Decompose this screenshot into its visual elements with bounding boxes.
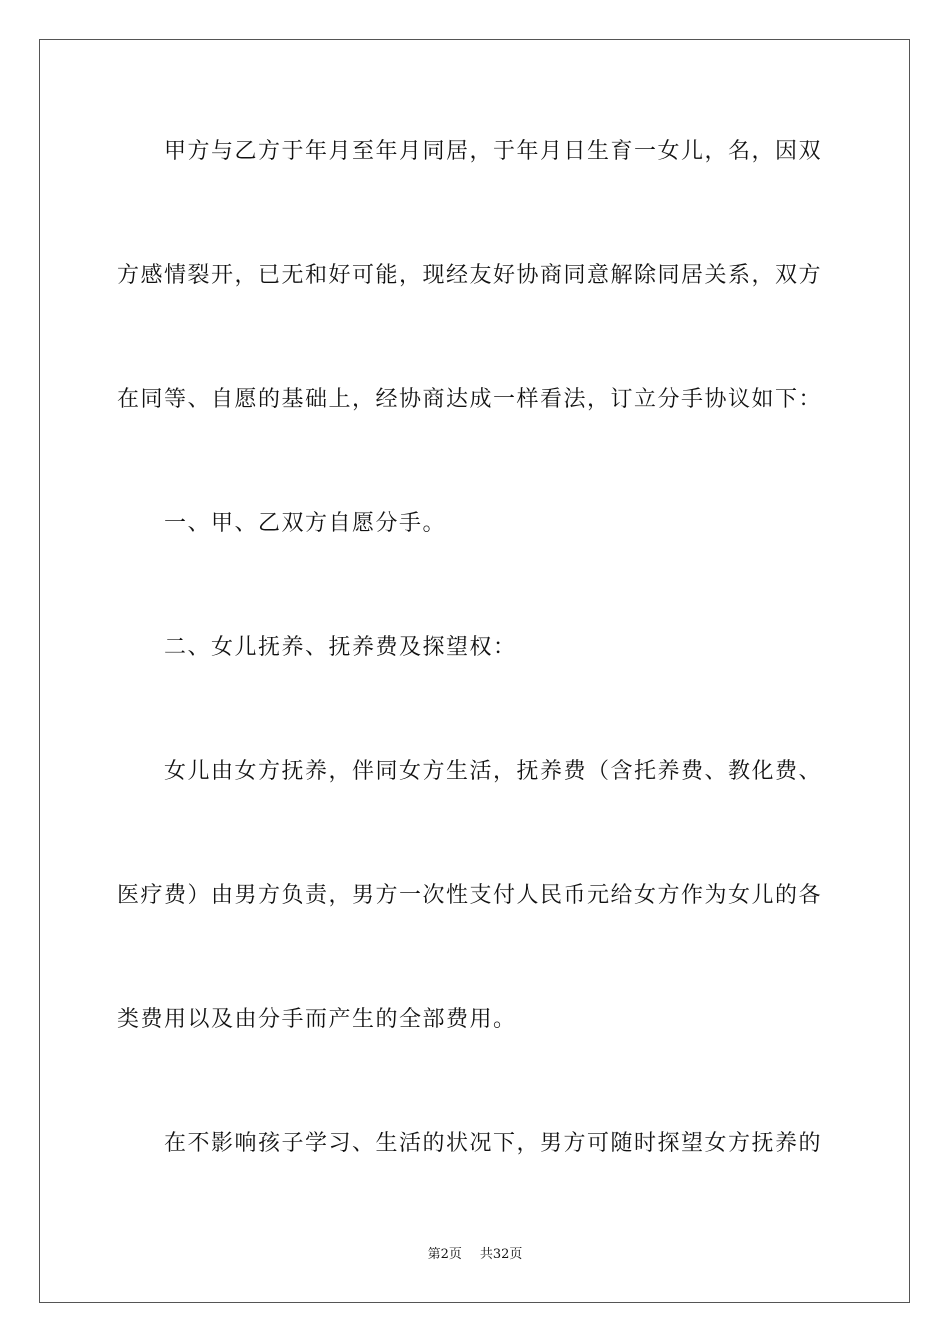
paragraph-line-7: 医疗费）由男方负责，男方一次性支付人民币元给女方作为女儿的各 (117, 883, 823, 908)
page-frame (39, 39, 910, 1303)
paragraph-line-6: 女儿由女方抚养，伴同女方生活，抚养费（含托养费、教化费、 (164, 759, 823, 784)
paragraph-line-3: 在同等、自愿的基础上，经协商达成一样看法，订立分手协议如下： (117, 387, 823, 412)
page-number: 第2页 (427, 1247, 462, 1262)
page-footer (0, 1246, 950, 1264)
paragraph-line-2: 方感情裂开，已无和好可能，现经友好协商同意解除同居关系，双方 (117, 263, 823, 288)
section-two-heading: 二、女儿抚养、抚养费及探望权： (164, 635, 517, 660)
paragraph-line-1: 甲方与乙方于年月至年月同居，于年月日生育一女儿，名，因双 (164, 139, 823, 164)
paragraph-line-8: 类费用以及由分手而产生的全部费用。 (117, 1007, 517, 1032)
section-one-heading: 一、甲、乙双方自愿分手。 (164, 511, 447, 536)
paragraph-line-9: 在不影响孩子学习、生活的状况下，男方可随时探望女方抚养的 (164, 1131, 823, 1156)
page-total: 共32页 (479, 1247, 523, 1262)
